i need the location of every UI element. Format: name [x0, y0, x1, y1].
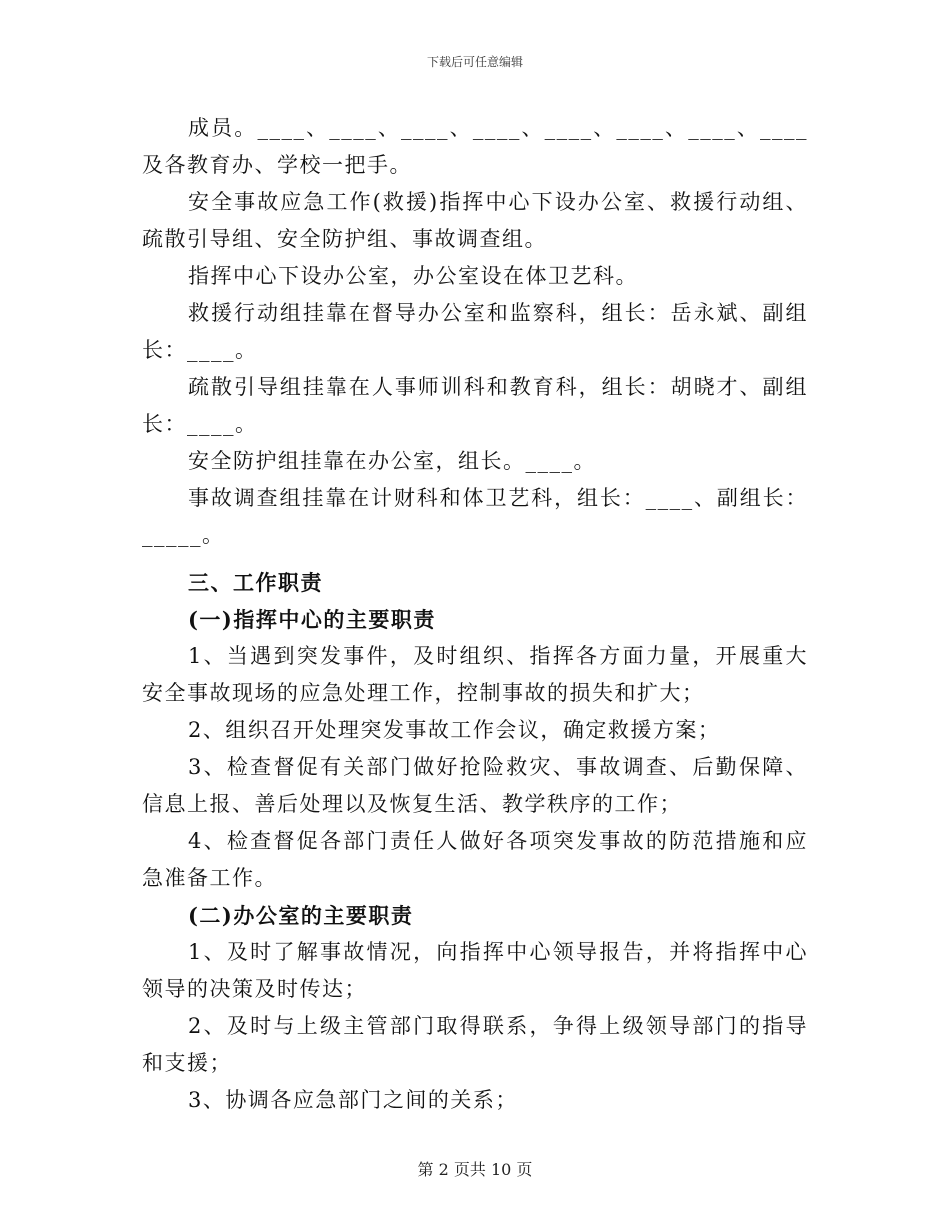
page-header: 下载后可任意编辑 [426, 55, 523, 69]
paragraph: 安全防护组挂靠在办公室，组长。____。 [188, 449, 596, 473]
section-heading: 三、工作职责 [188, 570, 323, 595]
paragraph: 指挥中心下设办公室，办公室设在体卫艺科。 [188, 264, 638, 288]
paragraph: 安全事故应急工作(救援)指挥中心下设办公室、救援行动组、疏散引导组、安全防护组、事故调查组。 [142, 190, 808, 251]
paragraph-spacer [142, 554, 808, 564]
paragraph: 事故调查组挂靠在计财科和体卫艺科，组长：____、副组长：_____。 [142, 486, 808, 547]
section-heading: (二)办公室的主要职责 [188, 903, 414, 928]
paragraph: 2、组织召开处理突发事故工作会议，确定救援方案； [188, 718, 721, 742]
paragraph: 4、检查督促各部门责任人做好各项突发事故的防范措施和应急准备工作。 [142, 829, 808, 890]
paragraph: 3、协调各应急部门之间的关系； [188, 1088, 518, 1112]
paragraph: 成员。____、____、____、____、____、____、____、____及各教育办、学校一把手。 [142, 116, 808, 177]
paragraph: 1、及时了解事故情况，向指挥中心领导报告，并将指挥中心领导的决策及时传达； [142, 940, 808, 1001]
paragraph: 2、及时与上级主管部门取得联系，争得上级领导部门的指导和支援； [142, 1014, 808, 1075]
paragraph: 救援行动组挂靠在督导办公室和监察科，组长：岳永斌、副组长：____。 [142, 301, 808, 362]
paragraph: 1、当遇到突发事件，及时组织、指挥各方面力量，开展重大安全事故现场的应急处理工作，控制事故的损失和扩大； [142, 644, 808, 705]
paragraph: 疏散引导组挂靠在人事师训科和教育科，组长：胡晓才、副组长：____。 [142, 375, 808, 436]
section-heading: (一)指挥中心的主要职责 [188, 607, 436, 632]
document-body [142, 110, 808, 1119]
page-footer: 第 2 页共 10 页 [417, 1160, 533, 1179]
paragraph: 3、检查督促有关部门做好抢险救灾、事故调查、后勤保障、信息上报、善后处理以及恢复生活、教学秩序的工作； [142, 755, 808, 816]
